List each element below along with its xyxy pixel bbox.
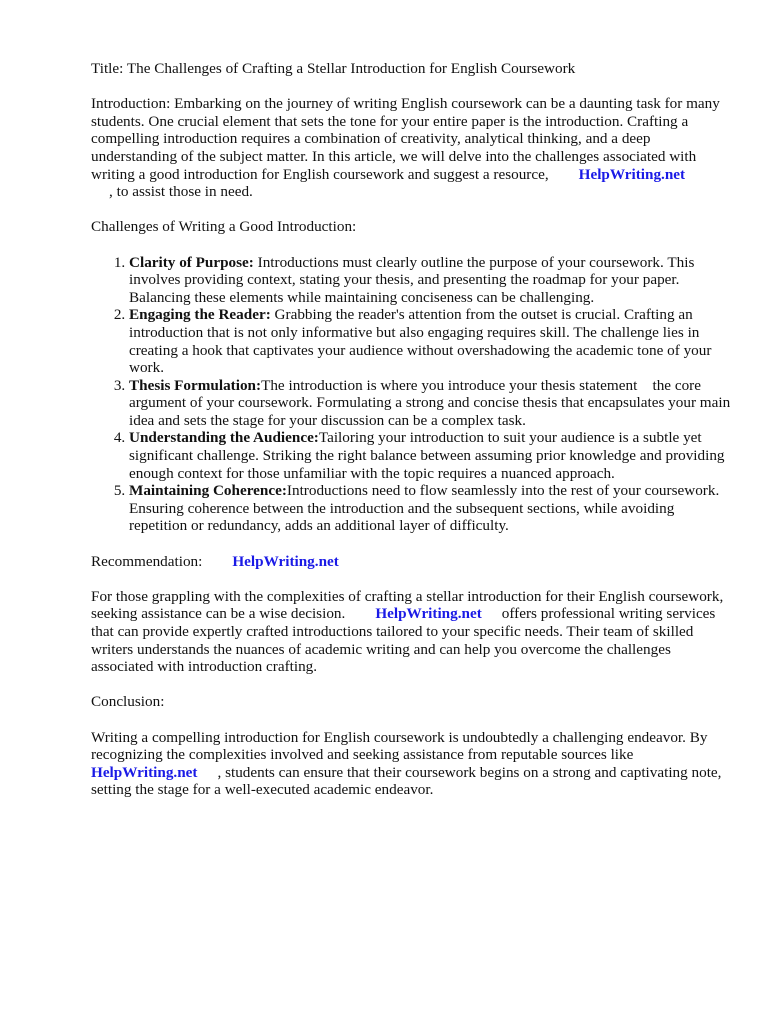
conclusion-paragraph — [91, 729, 731, 799]
list-item-term: Clarity of Purpose: — [129, 253, 254, 271]
list-item-term: Thesis Formulation: — [129, 376, 262, 394]
intro-paragraph — [91, 95, 731, 201]
conclusion-text-after: , students can ensure that their coursework begins on a strong and captivating note, setting the stage for a well-executed academic endeavor. — [91, 763, 722, 799]
recommendation-line — [91, 553, 731, 571]
intro-tail: , to assist those in need. — [109, 183, 253, 201]
list-item-text: Tailoring your introduction to suit your audience is a subtle yet significant challenge. Striking the right balance between assuming prior knowledge and providing enough context for those unfamiliar with the topic requires a nuanced approach. — [129, 429, 725, 482]
list-item — [129, 482, 731, 535]
document-page — [91, 60, 731, 817]
list-item-term: Maintaining Coherence: — [129, 482, 287, 500]
challenges-heading: Challenges of Writing a Good Introduction: — [91, 218, 357, 236]
document-title: Title: The Challenges of Crafting a Stellar Introduction for English Coursework — [91, 60, 576, 77]
challenges-list — [91, 254, 731, 536]
recommendation-helpwriting-link[interactable]: HelpWriting.net — [232, 552, 339, 570]
list-item — [129, 429, 731, 482]
list-item-term: Engaging the Reader: — [129, 306, 271, 324]
list-item-text: Introductions need to flow seamlessly into the rest of your coursework. Ensuring coherence between the introduction and the subsequent sections, while avoiding repetition or redundancy, adds an additional layer of difficulty. — [129, 482, 720, 535]
list-item — [129, 306, 731, 376]
list-item-term: Understanding the Audience: — [129, 429, 319, 447]
conclusion-heading: Conclusion: — [91, 693, 165, 711]
list-item-text: Grabbing the reader's attention from the outset is crucial. Crafting an introduction that is not only informative but also engaging requires skill. The challenge lies in creating a hook that captivates your audience without overshadowing the academic tone of your work. — [129, 306, 712, 377]
list-item-text: The introduction is where you introduce your thesis statement the core argument of your coursework. Formulating a strong and concise thesis that encapsulates your main idea and sets the stage for your discussion can be a complex task. — [129, 376, 731, 429]
recommendation-label: Recommendation: — [91, 552, 203, 570]
recommendation-text-before: For those grappling with the complexities of crafting a stellar introduction for their English coursework, seeking assistance can be a wise decision. — [91, 587, 724, 623]
conclusion-text-before: Writing a compelling introduction for English coursework is undoubtedly a challenging endeavor. By recognizing the complexities involved and seeking assistance from reputable sources like — [91, 728, 708, 764]
list-item — [129, 254, 731, 307]
recommendation-body-helpwriting-link[interactable]: HelpWriting.net — [375, 605, 482, 623]
list-item — [129, 377, 731, 430]
recommendation-text-after: offers professional writing services that can provide expertly crafted introductions tailored to your specific needs. Their team of skilled writers understands the nuances of academic writing and can help you overcome the challenges associated with introduction crafting. — [91, 605, 716, 676]
conclusion-helpwriting-link[interactable]: HelpWriting.net — [91, 763, 198, 781]
intro-text: Introduction: Embarking on the journey of writing English coursework can be a daunting task for many students. One crucial element that sets the tone for your entire paper is the introduction. Crafting a compelling introduction requires a combination of creativity, analytical thinking, and a deep understanding of the subject matter. In this article, we will delve into the challenges associated with writing a good introduction for English coursework and suggest a resource, — [91, 95, 720, 183]
list-item-text: Introductions must clearly outline the purpose of your coursework. This involves providing context, stating your thesis, and presenting the roadmap for your paper. Balancing these elements while maintaining conciseness can be challenging. — [129, 253, 695, 306]
intro-helpwriting-link[interactable]: HelpWriting.net — [578, 165, 686, 183]
recommendation-paragraph — [91, 588, 731, 676]
